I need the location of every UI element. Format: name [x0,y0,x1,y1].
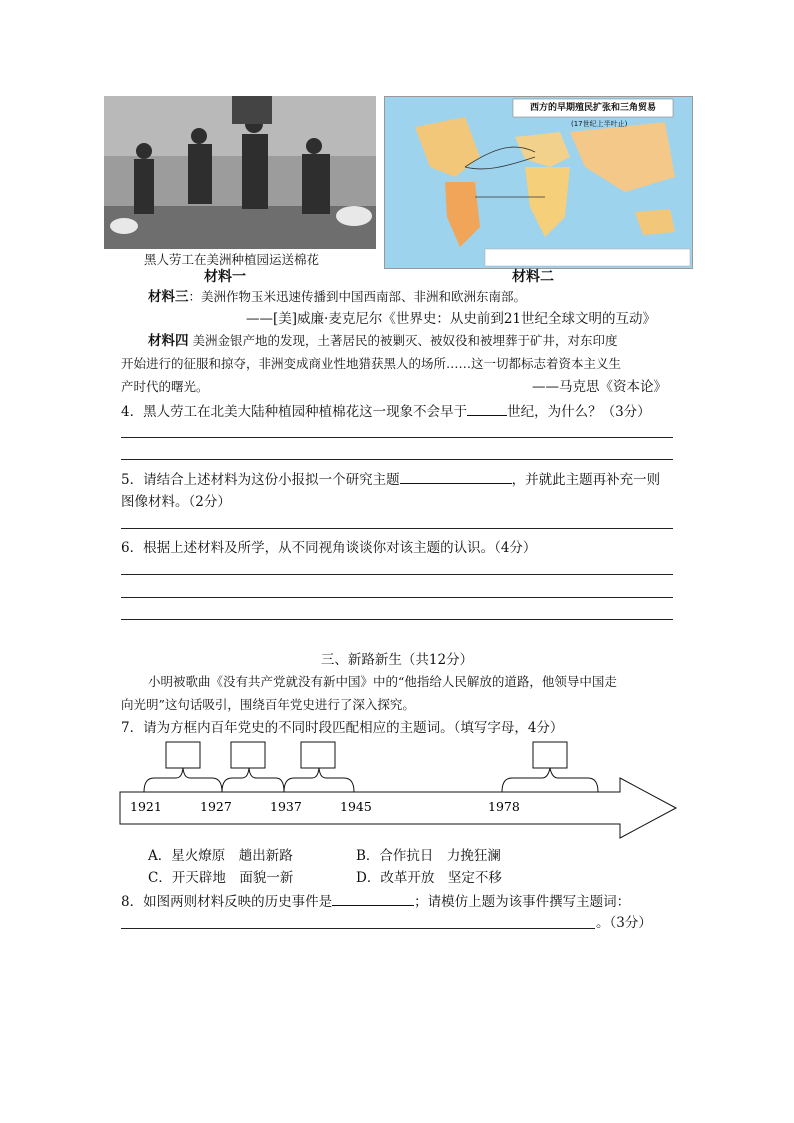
material-four-label: 材料四 [148,333,189,349]
cotton-plantation-photo [104,96,376,249]
material-three-label: 材料三 [148,289,189,305]
year-label: 1927 [200,799,232,814]
map-subtitle: (17世纪上半叶止) [571,120,628,128]
question-8 [121,891,630,912]
question-4 [121,401,651,422]
material-four-line3: 产时代的曙光。 [121,379,209,394]
engraving-illustration [104,96,376,249]
answer-line[interactable] [121,528,673,529]
question-5-line2: 图像材料。（2分） [121,494,231,510]
year-label: 1978 [488,799,520,814]
question-5-tail: ，并就此主题再补充一则 [511,472,661,488]
option-b: B．合作抗日 力挽狂澜 [356,848,501,864]
material-four-line2: 开始进行的征服和掠夺，非洲变成商业性地猎获黑人的场所……这一切都标志着资本主义生 [121,356,622,371]
brace-1927-1937 [222,768,284,792]
answer-line[interactable] [121,574,673,575]
material-one-label: 材料一 [204,269,246,285]
photo-caption: 黑人劳工在美洲种植园运送棉花 [144,252,320,267]
material-three-source: ——[美]威廉·麦克尼尔《世界史：从史前到21世纪全球文明的互动》 [246,311,657,327]
question-5 [121,469,660,490]
question-4-blank[interactable] [467,401,507,416]
party-history-timeline [118,738,683,844]
question-4-text: 4．黑人劳工在北美大陆种植园种植棉花这一现象不会早于 [121,404,468,420]
answer-line[interactable] [121,928,595,929]
material-three [148,287,526,307]
brace-1937-1945 [284,768,354,792]
option-a: A．星火燎原 趟出新路 [148,848,293,864]
answer-line[interactable] [121,437,673,438]
option-d: D．改革开放 坚定不移 [356,870,502,886]
question-5-text: 5．请结合上述材料为这份小报拟一个研究主题 [121,472,400,488]
question-5-blank[interactable] [400,469,512,484]
answer-box-2[interactable] [231,742,265,768]
answer-box-3[interactable] [301,742,335,768]
section-3-title: 三、新路新生（共12分） [320,652,474,668]
world-map-illustration [385,97,692,268]
brace-1921-1927 [144,768,222,792]
material-four-source: ——马克思《资本论》 [532,379,667,395]
year-label: 1945 [340,799,372,814]
question-4-tail: 世纪，为什么？（3分） [507,404,651,420]
material-three-text: ：美洲作物玉米迅速传播到中国西南部、非洲和欧洲东南部。 [188,289,527,304]
answer-line[interactable] [121,459,673,460]
year-label: 1937 [270,799,302,814]
answer-box-4[interactable] [533,742,567,768]
answer-box-1[interactable] [166,742,200,768]
section-3-intro-line2: 向光明”这句话吸引，围绕百年党史进行了深入探究。 [121,697,415,712]
question-8-text: 8．如图两则材料反映的历史事件是 [121,894,333,910]
question-6: 6．根据上述材料及所学，从不同视角谈谈你对该主题的认识。（4分） [121,540,537,556]
answer-line[interactable] [121,597,673,598]
brace-1978 [502,768,598,792]
question-8-blank[interactable] [332,891,414,906]
question-8-tail: ；请模仿上题为该事件撰写主题词： [414,894,631,910]
answer-line[interactable] [121,619,673,620]
map-title: 西方的早期殖民扩张和三角贸易 [529,103,656,113]
material-two-label: 材料二 [512,269,554,285]
question-8-end: 。（3分） [596,915,652,931]
material-four-line1 [148,331,618,351]
material-four-text1: 美洲金银产地的发现，土著居民的被剿灭、被奴役和被埋葬于矿井，对东印度 [192,333,618,348]
section-3-intro-line1: 小明被歌曲《没有共产党就没有新中国》中的“他指给人民解放的道路，他领导中国走 [148,674,617,689]
question-7: 7．请为方框内百年党史的不同时段匹配相应的主题词。（填写字母，4分） [121,720,564,736]
year-label: 1921 [130,799,162,814]
colonial-trade-map [384,96,693,269]
option-c: C．开天辟地 面貌一新 [148,870,294,886]
